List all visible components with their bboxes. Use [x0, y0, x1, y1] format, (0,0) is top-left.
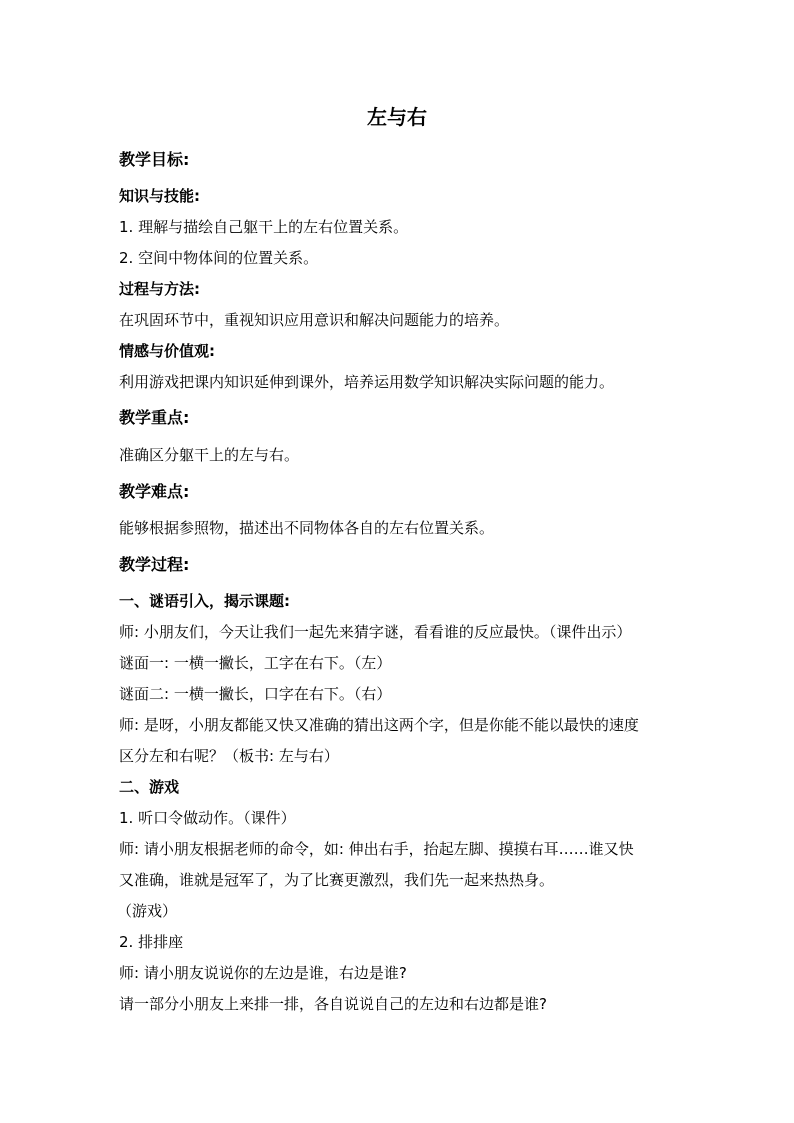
difficult-points-heading: 教学难点: [119, 482, 190, 501]
part1-line-1: 师: 小朋友们，今天让我们一起先来猜字谜，看看谁的反应最快。（课件出示） [119, 623, 632, 641]
knowledge-heading: 知识与技能: [119, 187, 200, 205]
knowledge-item-2: 2. 空间中物体间的位置关系。 [119, 249, 319, 267]
part2-item-2: 2. 排排座 [119, 933, 184, 951]
part2-line-1: 师: 请小朋友根据老师的命令，如: 伸出右手，抬起左脚、摸摸右耳……谁又快 [119, 840, 634, 858]
key-points-heading: 教学重点: [119, 408, 190, 427]
emotion-text: 利用游戏把课内知识延伸到课外，培养运用数学知识解决实际问题的能力。 [119, 373, 615, 391]
procedure-heading: 教学过程: [119, 555, 190, 574]
process-text: 在巩固环节中，重视知识应用意识和解决问题能力的培养。 [119, 311, 510, 329]
part2-line-3: （游戏） [117, 902, 178, 920]
emotion-heading: 情感与价值观: [119, 342, 215, 360]
part1-line-5: 区分左和右呢？（板书: 左与右） [119, 747, 339, 765]
knowledge-item-1: 1. 理解与描绘自己躯干上的左右位置关系。 [119, 218, 409, 236]
part2-item-1: 1. 听口令做动作。（课件） [119, 809, 296, 827]
part1-line-3: 谜面二: 一横一撇长，口字在右下。（右） [119, 685, 392, 703]
part2-line-5: 请一部分小朋友上来排一排，各自说说自己的左边和右边都是谁? [119, 995, 547, 1013]
part2-heading: 二、游戏 [119, 778, 180, 796]
document-title: 左与右 [367, 105, 427, 129]
objectives-heading: 教学目标: [119, 150, 190, 169]
difficult-points-text: 能够根据参照物，描述出不同物体各自的左右位置关系。 [119, 519, 495, 537]
part1-line-2: 谜面一: 一横一撇长，工字在右下。（左） [119, 654, 392, 672]
part2-line-4: 师: 请小朋友说说你的左边是谁，右边是谁? [119, 964, 407, 982]
part2-line-2: 又准确，谁就是冠军了，为了比赛更激烈，我们先一起来热热身。 [119, 871, 555, 889]
part1-heading: 一、谜语引入，揭示课题: [119, 592, 290, 610]
key-points-text: 准确区分躯干上的左与右。 [119, 446, 300, 464]
process-heading: 过程与方法: [119, 280, 200, 298]
part1-line-4: 师: 是呀，小朋友都能又快又准确的猜出这两个字，但是你能不能以最快的速度 [119, 716, 639, 734]
